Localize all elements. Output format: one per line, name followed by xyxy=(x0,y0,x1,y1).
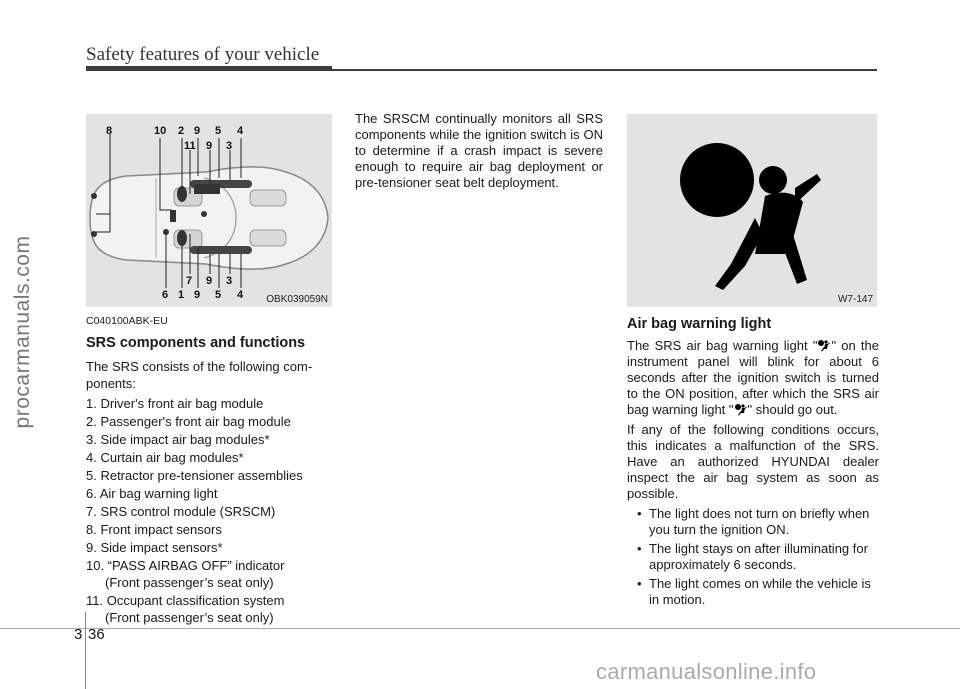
side-watermark: procarmanuals.com xyxy=(11,235,34,429)
list-item-label: 10. “PASS AIRBAG OFF” indicator xyxy=(86,558,285,573)
list-item: 1. Driver's front air bag module xyxy=(86,396,264,411)
list-item: 2. Passenger's front air bag module xyxy=(86,414,291,429)
list-item: 5. Retractor pre-tensioner assemblies xyxy=(86,468,303,483)
car-top-view-illustration xyxy=(86,114,332,307)
bottom-watermark: carmanualsonline.info xyxy=(596,659,817,684)
figure-label: 5 xyxy=(215,125,222,137)
condition-bullet: • The light stays on after illuminating for approximately 6 seconds. xyxy=(627,541,879,573)
icon-figure-code: W7-147 xyxy=(837,294,873,305)
footer-divider xyxy=(85,612,86,689)
figure-label: 8 xyxy=(106,125,113,137)
right-column xyxy=(627,316,879,611)
figure-label: 9 xyxy=(194,289,201,301)
airbag-warning-icon-figure xyxy=(627,114,877,307)
figure-label: 4 xyxy=(237,289,244,301)
intro-paragraph: The SRS consists of the following com-ponents: xyxy=(86,359,313,391)
figure-label: 9 xyxy=(194,125,201,137)
list-item xyxy=(86,557,336,591)
paragraph-text: " on the instrument panel will blink for about 6 seconds after the ignition switch is turned to the ON position, after which the SRS air bag warning light " xyxy=(627,338,879,417)
header-rule xyxy=(86,66,332,71)
airbag-warning-icon xyxy=(627,114,877,307)
page-number: 36 xyxy=(88,626,105,643)
paragraph-text: The SRS air bag warning light " xyxy=(627,338,818,353)
list-item: 3. Side impact air bag modules* xyxy=(86,432,270,447)
airbag-inline-icon xyxy=(734,403,748,416)
middle-paragraph: The SRSCM continually monitors all SRS components while the ignition switch is ON to determine if a crash impact is severe enough to require air bag deployment or pre-tensioner seat belt deployment. xyxy=(355,111,603,190)
chapter-number: 3 xyxy=(74,626,83,643)
condition-bullet: • The light does not turn on briefly when you turn the ignition ON. xyxy=(627,506,879,538)
list-item-note: (Front passenger’s seat only) xyxy=(105,575,274,590)
figure-label: 11 xyxy=(184,140,196,152)
figure-label: 4 xyxy=(237,125,244,137)
figure-label: 2 xyxy=(178,125,185,137)
figure-label: 9 xyxy=(206,275,213,287)
srs-components-diagram xyxy=(86,114,332,307)
figure-label: 9 xyxy=(206,140,213,152)
list-item xyxy=(86,592,336,626)
figure-label: 1 xyxy=(178,289,185,301)
footer-rule xyxy=(0,628,960,629)
airbag-inline-icon xyxy=(817,339,831,352)
list-item: 6. Air bag warning light xyxy=(86,486,218,501)
list-item: 7. SRS control module (SRSCM) xyxy=(86,504,276,519)
malfunction-paragraph: If any of the following conditions occurs, this indicates a malfunction of the SRS. Have an authorized HYUNDAI dealer inspect the air bag system as soon as possible. xyxy=(627,422,879,501)
list-item: 8. Front impact sensors xyxy=(86,522,222,537)
list-item-note: (Front passenger’s seat only) xyxy=(105,610,274,625)
figure-label: 7 xyxy=(186,275,193,287)
components-list xyxy=(86,395,336,626)
figure-code: OBK039059N xyxy=(266,294,328,305)
figure-label: 3 xyxy=(226,140,233,152)
header-rule-thin xyxy=(332,69,877,71)
list-item-label: 11. Occupant classification system xyxy=(86,593,285,608)
figure-label: 3 xyxy=(226,275,233,287)
condition-bullet: • The light comes on while the vehicle is in motion. xyxy=(627,576,879,608)
list-item: 4. Curtain air bag modules* xyxy=(86,450,244,465)
warning-light-paragraph xyxy=(627,338,879,418)
section-code: C040100ABK-EU xyxy=(86,315,168,327)
page-header-title: Safety features of your vehicle xyxy=(86,44,320,65)
figure-label: 6 xyxy=(162,289,169,301)
figure-label: 5 xyxy=(215,289,222,301)
section-heading: SRS components and functions xyxy=(86,335,306,351)
list-item: 9. Side impact sensors* xyxy=(86,540,223,555)
figure-label: 10 xyxy=(154,125,167,137)
paragraph-text: " should go out. xyxy=(747,402,838,417)
section-heading: Air bag warning light xyxy=(627,316,772,332)
left-column xyxy=(86,315,336,627)
